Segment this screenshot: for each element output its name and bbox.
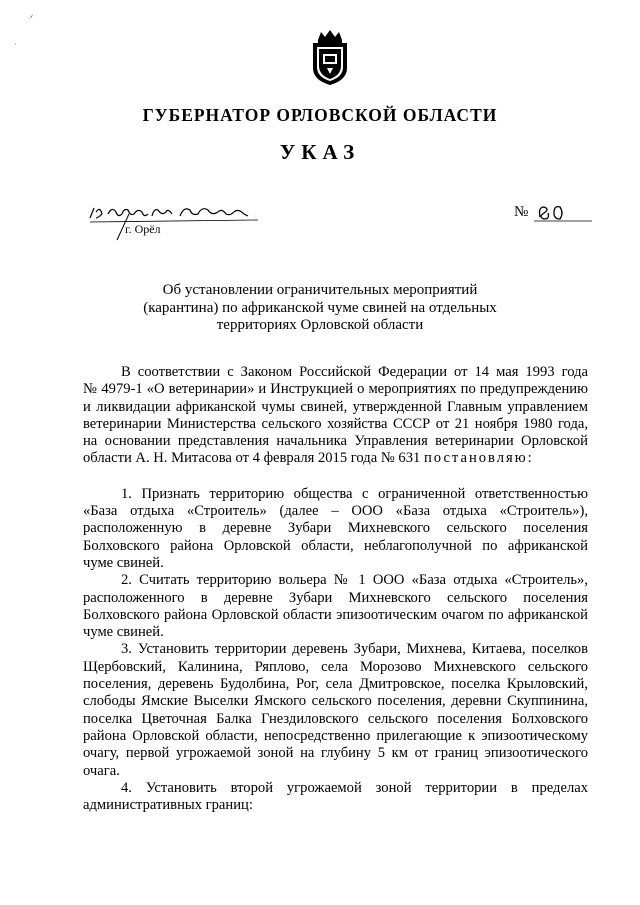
preamble-paragraph bbox=[83, 364, 588, 468]
scan-mark: ٫ bbox=[30, 10, 33, 19]
text-line: поселения, деревень Будолбина, Рог, села Дмитровское, поселка Крыловский, bbox=[83, 676, 588, 693]
text-line: очага. bbox=[83, 762, 120, 779]
text-line: на основании представления начальника Управления ветеринарии Орловской bbox=[83, 433, 588, 450]
issuing-authority: ГУБЕРНАТОР ОРЛОВСКОЙ ОБЛАСТИ bbox=[142, 105, 498, 125]
text-line: расположенную в деревне Зубари Михневского сельского поселения bbox=[83, 520, 588, 537]
text-line: очагу, первой угрожаемой зоной на глубину 5 км от границ эпизоотического bbox=[83, 745, 588, 762]
document-type: УКАЗ bbox=[279, 140, 361, 164]
city-label: г. Орёл bbox=[125, 222, 161, 236]
text-line: чуме свиней. bbox=[83, 624, 164, 641]
text-line: и ликвидации африканской чумы свиней, утвержденной Главным управлением bbox=[83, 398, 588, 415]
decree-title bbox=[100, 282, 540, 335]
text-line: административных границ: bbox=[83, 797, 253, 814]
title-line: территориях Орловской области bbox=[216, 317, 424, 333]
text-line: 1. Признать территорию общества с ограниченной ответственностью bbox=[121, 485, 588, 502]
text-line: Болховского района Орловской области, неблагополучной по африканской bbox=[83, 537, 588, 554]
number-label: № bbox=[514, 204, 529, 220]
text-line: В соответствии с Законом Российской Федерации от 14 мая 1993 года bbox=[121, 364, 588, 380]
item-4-paragraph bbox=[83, 780, 588, 815]
title-line: Об установлении ограничительных мероприятий bbox=[162, 282, 478, 298]
text-line: 3. Установить территории деревень Зубари, Михнева, Китаева, поселков bbox=[121, 641, 588, 658]
item-2-paragraph bbox=[83, 572, 588, 641]
item-3-paragraph bbox=[83, 641, 588, 779]
text-line: № 4979-1 «О ветеринарии» и Инструкцией о мероприятиях по предупреждению bbox=[83, 381, 588, 398]
text-line: района Орловской области, непосредственно прилегающие к эпизоотическому bbox=[83, 727, 588, 744]
item-1-paragraph bbox=[83, 486, 588, 572]
text-fragment: области А. Н. Митасова от 4 февраля 2015 года № 631 bbox=[83, 450, 424, 467]
text-line bbox=[83, 450, 588, 467]
text-line: 2. Считать территорию вольера № 1 ООО «База отдыха «Строитель», bbox=[121, 572, 588, 589]
title-line: (карантина) по африканской чуме свиней на отдельных bbox=[143, 299, 497, 316]
text-line: «База отдыха «Строитель» (далее – ООО «База отдыха «Строитель»), bbox=[83, 503, 588, 520]
text-line: Болховского района Орловской области эпизоотическим очагом по африканской bbox=[83, 606, 588, 623]
text-line: слободы Ямские Выселки Ямского сельского поселения, деревни Скуппинина, bbox=[83, 693, 588, 710]
scan-mark: · bbox=[14, 40, 17, 49]
decree-word: постановляю: bbox=[423, 450, 534, 467]
text-line: поселка Цветочная Балка Гнездиловского сельского поселения Болховского bbox=[83, 710, 588, 727]
coat-of-arms-emblem bbox=[305, 28, 355, 86]
text-line: 4. Установить второй угрожаемой зоной территории в пределах bbox=[121, 779, 588, 796]
decree-body bbox=[83, 364, 588, 814]
text-line: Щербовский, Калинина, Ряплово, села Морозово Михневского сельского bbox=[83, 658, 588, 675]
handwritten-number bbox=[534, 201, 594, 223]
text-line: ветеринарии Министерства сельского хозяйства СССР от 21 ноября 1980 года, bbox=[83, 415, 588, 432]
text-line: расположенного в деревне Зубари Михневского сельского поселения bbox=[83, 589, 588, 606]
text-line: чуме свиней. bbox=[83, 554, 164, 571]
